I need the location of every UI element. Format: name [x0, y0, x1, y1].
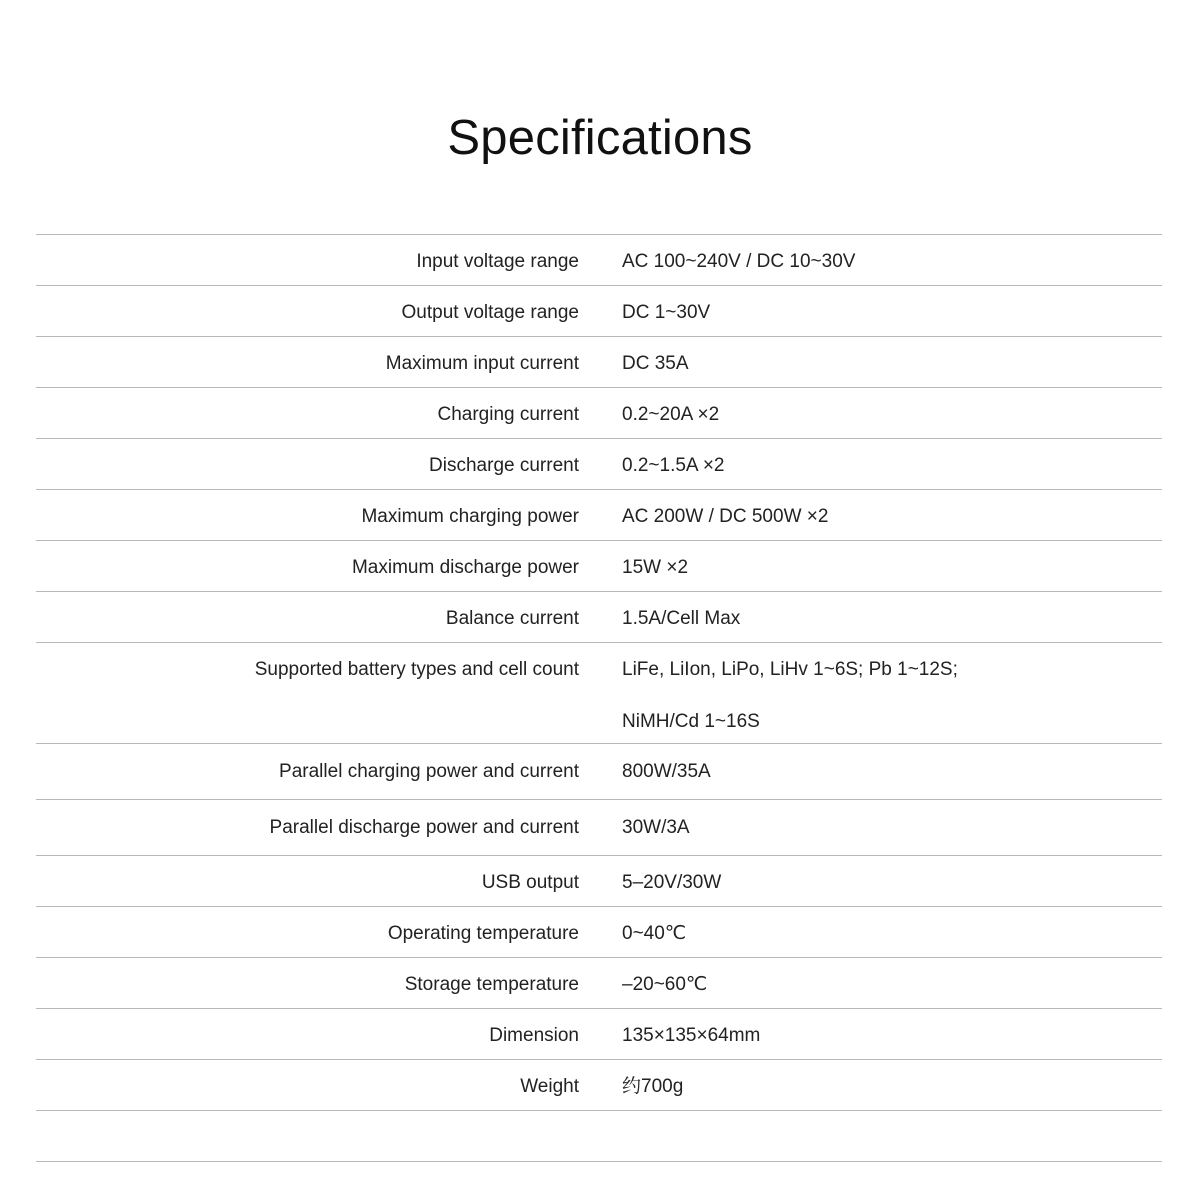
spec-label: Input voltage range [416, 251, 579, 272]
spec-value: 135×135×64mm [622, 1025, 761, 1046]
spec-label: Storage temperature [404, 974, 579, 995]
spec-row-input-voltage [36, 235, 1162, 286]
spec-value: 1.5A/Cell Max [622, 608, 741, 629]
spec-value: 30W/3A [622, 817, 690, 838]
spec-value: AC 100~240V / DC 10~30V [622, 251, 856, 272]
spec-label: Weight [520, 1076, 579, 1097]
spec-row-parallel-charging [36, 744, 1162, 800]
spec-value: 0.2~1.5A ×2 [622, 455, 725, 476]
spec-label: Discharge current [429, 455, 579, 476]
spec-row-dimension [36, 1009, 1162, 1060]
spec-label: Operating temperature [387, 923, 579, 944]
spec-value: LiFe, LiIon, LiPo, LiHv 1~6S; Pb 1~12S; NiMH/Cd 1~16S [622, 659, 958, 732]
spec-value: 800W/35A [622, 761, 711, 782]
spec-row-parallel-discharge [36, 800, 1162, 856]
spec-label: Maximum discharge power [351, 557, 579, 578]
spec-row-usb-output [36, 856, 1162, 907]
spec-row-max-input-current [36, 337, 1162, 388]
spec-row-max-charging-power [36, 490, 1162, 541]
spec-value: 0.2~20A ×2 [622, 404, 720, 425]
spec-label: Parallel discharge power and current [269, 817, 579, 838]
spec-label: USB output [481, 872, 579, 893]
spec-row-operating-temperature [36, 907, 1162, 958]
spec-label: Dimension [489, 1025, 579, 1046]
spec-label: Charging current [437, 404, 579, 425]
spec-label: Supported battery types and cell count [254, 659, 579, 680]
spec-value: 5–20V/30W [622, 872, 722, 893]
spec-row-balance-current [36, 592, 1162, 643]
spec-label: Output voltage range [401, 302, 579, 323]
spec-value: 15W ×2 [622, 557, 689, 578]
spec-label: Balance current [445, 608, 579, 629]
page-title: Specifications [447, 111, 753, 165]
spec-table [36, 234, 1162, 1162]
spec-value: 约700g [622, 1076, 684, 1097]
spec-label: Parallel charging power and current [279, 761, 579, 782]
spec-row-output-voltage [36, 286, 1162, 337]
spec-value: DC 1~30V [622, 302, 711, 323]
bottom-divider [36, 1111, 1162, 1162]
spec-value: 0~40℃ [622, 923, 687, 944]
spec-row-storage-temperature [36, 958, 1162, 1009]
spec-row-discharge-current [36, 439, 1162, 490]
spec-row-charging-current [36, 388, 1162, 439]
spec-row-battery-types [36, 643, 1162, 744]
spec-value: AC 200W / DC 500W ×2 [622, 506, 829, 527]
spec-label: Maximum charging power [361, 506, 579, 527]
spec-value: –20~60℃ [622, 974, 708, 995]
spec-label: Maximum input current [385, 353, 579, 374]
spec-row-max-discharge-power [36, 541, 1162, 592]
spec-value: DC 35A [622, 353, 689, 374]
spec-row-weight [36, 1060, 1162, 1111]
